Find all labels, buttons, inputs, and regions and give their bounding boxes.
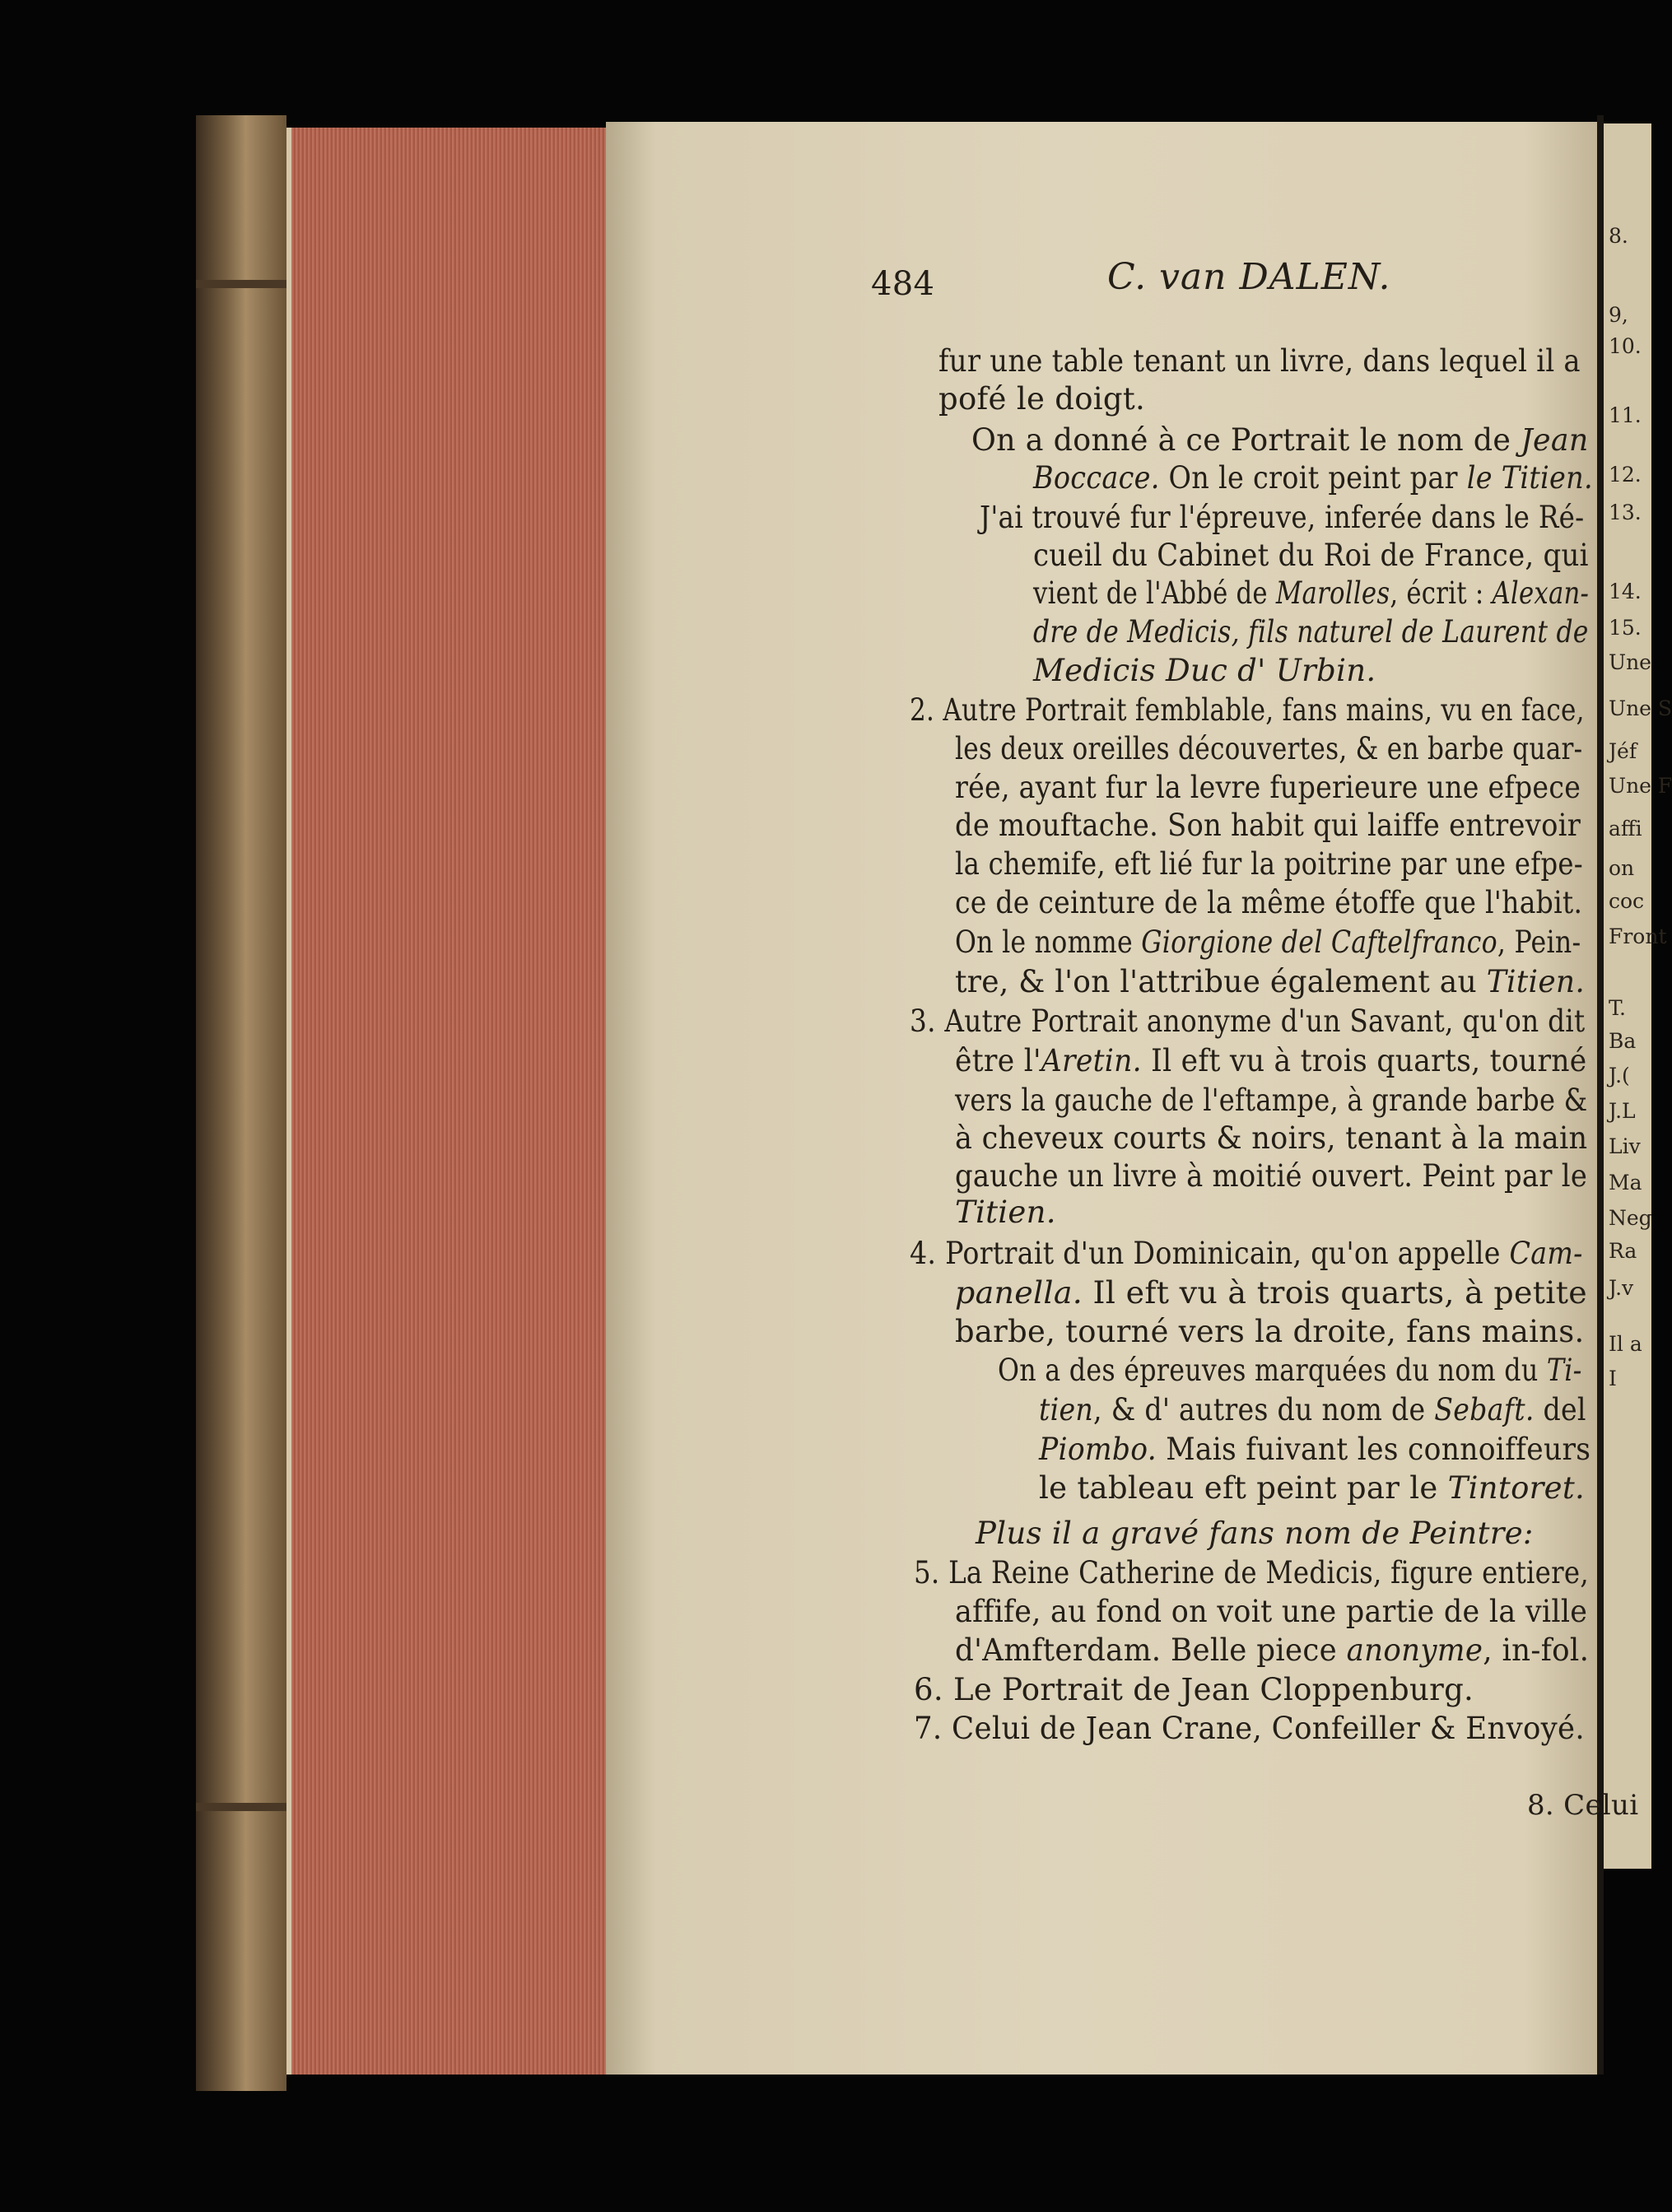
next-page-fragment: Ra — [1609, 1239, 1637, 1263]
next-page-fragment: Front — [1609, 924, 1667, 948]
text-line — [955, 1082, 1587, 1120]
italic-text: tien — [1039, 1392, 1094, 1427]
italic-text: anonyme — [1346, 1632, 1483, 1668]
roman-text: ce de ceinture de la même étoffe que l'habit. — [955, 885, 1583, 920]
text-line — [1033, 459, 1593, 497]
next-page-fragment: 15. — [1609, 616, 1642, 640]
roman-text: On a donné à ce Portrait le nom de — [971, 422, 1521, 458]
roman-text: , écrit : — [1390, 575, 1493, 611]
italic-text: Jean — [1521, 422, 1589, 458]
roman-text: être l' — [955, 1043, 1041, 1078]
next-page-fragment: Il a — [1609, 1332, 1642, 1356]
text-line — [955, 924, 1581, 962]
roman-text: J'ai trouvé fur l'épreuve, inferée dans le Ré- — [980, 500, 1585, 535]
text-line — [955, 730, 1582, 768]
next-page-fragment: Neg — [1609, 1206, 1652, 1230]
text-line — [914, 1710, 1585, 1748]
roman-text: gauche un livre à moitié ouvert. Peint par le — [955, 1158, 1588, 1194]
roman-text: On le croit peint par — [1159, 460, 1467, 496]
italic-text: Piombo. — [1039, 1432, 1157, 1467]
text-line — [914, 1671, 1474, 1709]
roman-text: affife, au fond on voit une partie de la ville — [955, 1594, 1588, 1629]
italic-text: panella. — [955, 1275, 1083, 1311]
italic-text: Medicis Duc d' Urbin. — [1033, 653, 1376, 688]
next-page-fragment: 14. — [1609, 580, 1642, 603]
text-line — [955, 1194, 1056, 1232]
roman-text: del — [1534, 1392, 1586, 1427]
roman-text: rée, ayant fur la levre fuperieure une efpece — [955, 770, 1581, 805]
spine-band — [196, 280, 286, 288]
text-line — [971, 421, 1589, 459]
next-page-fragment: J.v — [1609, 1276, 1634, 1300]
next-page-fragment: 12. — [1609, 463, 1642, 487]
next-page-fragment: T. — [1609, 996, 1626, 1020]
gutter — [1597, 115, 1604, 2075]
next-page-fragment: 8. — [1609, 224, 1628, 248]
italic-text: Aretin. — [1041, 1043, 1142, 1078]
spine-band — [196, 1803, 286, 1811]
running-head: C. van DALEN. — [1107, 256, 1391, 298]
next-page-fragment: 11. — [1609, 403, 1642, 427]
roman-text: 4. Portrait d'un Dominicain, qu'on appelle — [910, 1236, 1510, 1271]
roman-text: la chemife, eft lié fur la poitrine par une efpe- — [955, 846, 1583, 882]
text-line — [910, 692, 1585, 729]
italic-text: Boccace. — [1033, 460, 1160, 496]
text-line — [955, 1157, 1587, 1195]
roman-text: cueil du Cabinet du Roi de France, qui — [1033, 538, 1589, 573]
roman-text: 6. Le Portrait de Jean Cloppenburg. — [914, 1672, 1474, 1707]
next-page-fragment: Liv — [1609, 1134, 1641, 1158]
text-line — [955, 1274, 1587, 1312]
roman-text: 2. Autre Portrait femblable, fans mains, vu en face, — [910, 692, 1585, 728]
italic-text: Ti- — [1546, 1353, 1582, 1388]
next-page-fragment: Ba — [1609, 1029, 1637, 1053]
italic-text: dre de Medicis, fils naturel de Laurent de — [1033, 614, 1589, 650]
roman-text: , & d' autres du nom de — [1093, 1392, 1435, 1427]
italic-text: Marolles — [1275, 575, 1390, 611]
page-edges — [286, 128, 612, 2075]
text-line — [955, 807, 1581, 845]
text-line — [938, 342, 1581, 380]
text-line — [910, 1003, 1585, 1041]
roman-text: de mouftache. Son habit qui laiffe entrevoir — [955, 808, 1581, 843]
next-page-fragment: on — [1609, 856, 1635, 880]
roman-text: Il eft vu à trois quarts, à petite — [1083, 1275, 1588, 1311]
text-line — [955, 845, 1583, 883]
text-line — [955, 1313, 1584, 1351]
roman-text: On a des épreuves marquées du nom du — [998, 1353, 1547, 1388]
roman-text: 7. Celui de Jean Crane, Confeiller & Envoyé. — [914, 1711, 1585, 1746]
text-line — [914, 1554, 1589, 1592]
text-line — [955, 769, 1581, 807]
text-line — [1039, 1431, 1590, 1469]
next-page-fragment: J.( — [1609, 1064, 1630, 1087]
roman-text: fur une table tenant un livre, dans lequel il a — [938, 343, 1581, 379]
text-line — [1033, 575, 1589, 612]
text-line — [955, 1120, 1587, 1157]
italic-text: Sebaft. — [1434, 1392, 1535, 1427]
text-line — [910, 1235, 1583, 1273]
next-page-fragment: Ma — [1609, 1171, 1642, 1194]
italic-text: Plus il a gravé fans nom de Peintre: — [976, 1516, 1534, 1551]
text-line — [955, 1593, 1587, 1631]
next-page-fragment: Une F — [1609, 774, 1672, 798]
next-page-fragment: 9, — [1609, 303, 1628, 327]
text-line — [955, 963, 1585, 1001]
roman-text: On le nomme — [955, 924, 1142, 960]
next-page-fragment: Une — [1609, 650, 1651, 674]
next-page-fragment: affi — [1609, 817, 1642, 841]
text-line — [1033, 537, 1589, 575]
roman-text: tre, & l'on l'attribue également au — [955, 964, 1487, 999]
roman-text: à cheveux courts & noirs, tenant à la main — [955, 1120, 1588, 1156]
text-line — [955, 884, 1582, 922]
italic-text: Cam- — [1509, 1236, 1583, 1271]
next-page-fragment: Jéf — [1609, 739, 1637, 763]
text-line — [955, 1042, 1587, 1080]
italic-text: le Titien. — [1466, 460, 1593, 496]
roman-text: vers la gauche de l'eftampe, à grande barbe & — [955, 1083, 1588, 1118]
next-page-fragment: 10. — [1609, 334, 1642, 358]
text-line — [980, 499, 1584, 537]
catchword: 8. Celui — [1527, 1789, 1639, 1822]
roman-text: vient de l'Abbé de — [1033, 575, 1276, 611]
roman-text: les deux oreilles découvertes, & en barbe quar- — [955, 731, 1583, 766]
roman-text: 5. La Reine Catherine de Medicis, figure entiere, — [914, 1555, 1589, 1590]
roman-text: 3. Autre Portrait anonyme d'un Savant, qu'on dit — [910, 1004, 1586, 1039]
italic-text: Titien. — [1486, 964, 1586, 999]
roman-text: , Pein- — [1497, 924, 1581, 960]
text-line — [1033, 613, 1589, 651]
italic-text: Alexan- — [1492, 575, 1590, 611]
text-line — [1039, 1391, 1586, 1429]
italic-text: Giorgione del Caftelfranco — [1141, 924, 1497, 960]
text-line — [938, 380, 1145, 418]
roman-text: barbe, tourné vers la droite, fans mains. — [955, 1314, 1585, 1349]
text-line — [1039, 1469, 1585, 1507]
next-page-fragment: I — [1609, 1367, 1617, 1390]
next-page-fragment: Une S — [1609, 696, 1672, 720]
roman-text: Mais fuivant les connoiffeurs — [1156, 1432, 1591, 1467]
book-spine — [196, 115, 286, 2091]
text-line — [976, 1515, 1534, 1553]
next-page-fragment: 13. — [1609, 501, 1642, 524]
roman-text: , in-fol. — [1483, 1632, 1590, 1668]
next-page-fragment: J.L — [1609, 1099, 1636, 1123]
italic-text: Tintoret. — [1447, 1470, 1586, 1506]
page-number: 484 — [871, 265, 935, 303]
roman-text: le tableau eft peint par le — [1039, 1470, 1448, 1506]
roman-text: pofé le doigt. — [938, 381, 1146, 417]
italic-text: Titien. — [955, 1194, 1056, 1230]
roman-text: Il eft vu à trois quarts, tourné — [1141, 1043, 1587, 1078]
text-line — [955, 1632, 1589, 1669]
next-page-edge — [1604, 123, 1672, 1869]
text-line — [998, 1352, 1582, 1390]
roman-text: d'Amfterdam. Belle piece — [955, 1632, 1347, 1668]
text-line — [1033, 652, 1376, 690]
next-page-fragment: coc — [1609, 889, 1645, 913]
